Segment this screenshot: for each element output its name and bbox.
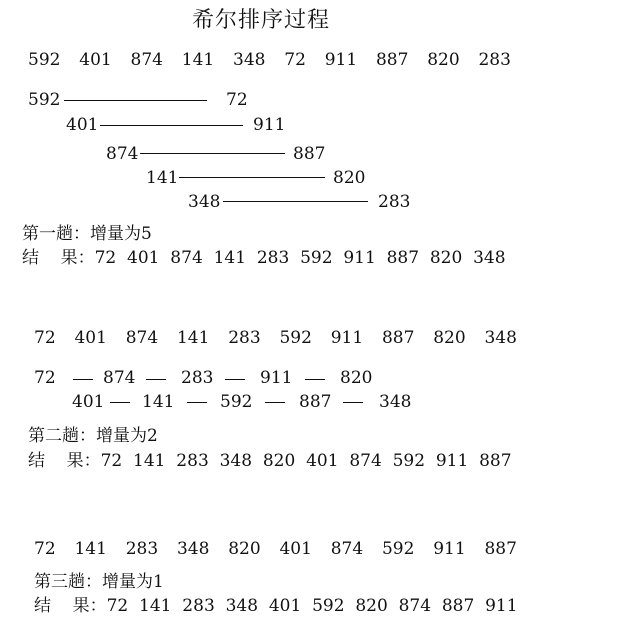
pass2-row2-dash4: [343, 402, 363, 403]
pass3-result: 结 果：72 141 283 348 401 592 820 874 887 911: [34, 596, 518, 616]
pass1-pair5-right: 283: [378, 192, 411, 212]
pass2-row2-item1: 401: [72, 392, 105, 412]
pass3-initial-sequence: 72 141 283 348 820 401 874 592 911 887: [34, 539, 517, 559]
pass1-initial-sequence: 592 401 874 141 348 72 911 887 820 283: [28, 50, 511, 70]
pass2-result: 结 果：72 141 283 348 820 401 874 592 911 887: [28, 451, 512, 471]
pass3-increment-label: 第三趟：增量为1: [34, 572, 164, 592]
pass2-row1-dash4: [305, 379, 325, 380]
pass1-pair1-left: 592: [28, 90, 61, 110]
pass2-row2-item4: 887: [299, 392, 332, 412]
pass1-pair5-line: [223, 201, 368, 202]
pass2-row2-dash3: [265, 402, 285, 403]
pass1-pair1-line: [64, 100, 207, 101]
pass2-row1-item5: 820: [340, 368, 373, 388]
pass2-row1-dash1: [73, 379, 93, 380]
pass2-row1-item2: 874: [103, 368, 136, 388]
pass1-pair2-left: 401: [66, 115, 99, 135]
pass2-row1-item3: 283: [181, 368, 214, 388]
pass2-row1-item4: 911: [260, 368, 293, 388]
pass2-row1-item1: 72: [34, 368, 56, 388]
pass1-pair3-left: 874: [106, 144, 139, 164]
pass1-pair3-line: [140, 153, 285, 154]
pass1-result: 结 果：72 401 874 141 283 592 911 887 820 348: [22, 248, 506, 268]
pass1-pair1-right: 72: [226, 90, 248, 110]
pass2-increment-label: 第二趟：增量为2: [28, 426, 158, 446]
pass1-pair5-left: 348: [188, 192, 221, 212]
pass2-row1-dash3: [225, 379, 245, 380]
pass1-pair4-line: [179, 177, 325, 178]
pass2-row1-dash2: [146, 379, 166, 380]
pass1-pair4-right: 820: [333, 168, 366, 188]
pass2-row2-dash2: [187, 402, 207, 403]
pass1-pair2-right: 911: [253, 115, 286, 135]
pass2-row2-item2: 141: [142, 392, 175, 412]
pass2-initial-sequence: 72 401 874 141 283 592 911 887 820 348: [34, 328, 517, 348]
page-title: 希尔排序过程: [192, 8, 331, 33]
pass1-pair2-line: [100, 125, 243, 126]
pass2-row2-dash1: [110, 402, 130, 403]
pass2-row2-item3: 592: [220, 392, 253, 412]
pass1-pair3-right: 887: [293, 144, 326, 164]
pass2-row2-item5: 348: [379, 392, 412, 412]
pass1-increment-label: 第一趟：增量为5: [22, 224, 152, 244]
pass1-pair4-left: 141: [146, 168, 179, 188]
